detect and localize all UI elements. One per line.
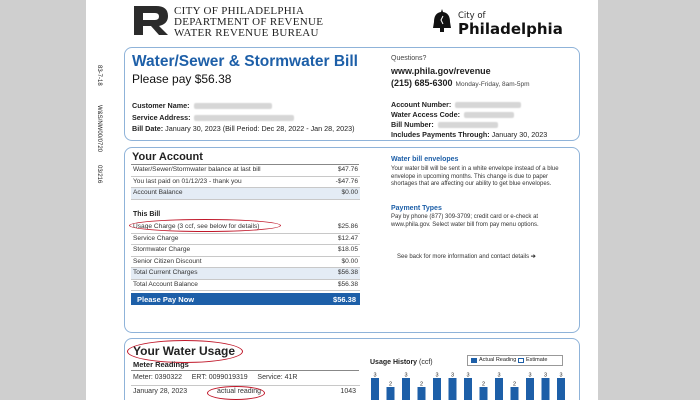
- table-row: [131, 245, 360, 257]
- your-account-box: [124, 147, 580, 333]
- legend-actual-swatch: [471, 358, 477, 363]
- usage-bar: [418, 387, 426, 400]
- see-back-note: [397, 254, 577, 262]
- table-row: [131, 234, 360, 246]
- legend-estimate-label: Estimate: [526, 357, 548, 363]
- actual-reading-annotation: [207, 386, 265, 400]
- usage-bar: [526, 378, 534, 400]
- side-code-3: 03/216: [96, 165, 102, 184]
- redacted-account-number: [455, 102, 521, 108]
- usage-bar-label: 3: [404, 372, 408, 379]
- usage-bar-label: 3: [543, 372, 548, 379]
- city-of-label: City of: [458, 11, 486, 21]
- bill-header-box: [124, 47, 580, 141]
- please-pay-now-bar: [131, 293, 360, 305]
- bill-date-label: Bill Date:: [132, 124, 164, 133]
- usage-charge-annotation: [129, 219, 281, 232]
- legend-actual-label: Actual Reading: [479, 357, 517, 363]
- usage-bar-label: 3: [528, 372, 532, 379]
- usage-bar: [557, 378, 565, 400]
- water-usage-box: [124, 338, 580, 400]
- usage-history-chart: [363, 365, 571, 400]
- see-back-text: See back for more information and contact details: [397, 254, 530, 260]
- usage-bar-label: 2: [512, 381, 517, 388]
- row-value: $56.38: [337, 280, 358, 288]
- please-pay-now-value: $56.38: [333, 295, 356, 304]
- reading-value: 1043: [340, 388, 356, 395]
- envelopes-heading: Water bill envelopes: [391, 156, 459, 163]
- usage-bar: [402, 378, 410, 400]
- philadelphia-wordmark: Philadelphia: [458, 20, 563, 38]
- table-row: [131, 188, 360, 200]
- bill-title: Water/Sewer & Stormwater Bill: [132, 53, 358, 70]
- table-row: [131, 280, 360, 292]
- bill-date-value: January 30, 2023: [165, 124, 221, 133]
- redacted-access-code: [464, 112, 514, 118]
- please-pay-now-label: Please Pay Now: [137, 295, 195, 304]
- table-row: [131, 257, 360, 269]
- row-label: Stormwater Charge: [133, 246, 191, 253]
- usage-bar: [371, 378, 379, 400]
- water-usage-title: Your Water Usage: [133, 344, 236, 358]
- side-code: [92, 65, 106, 195]
- dept-line-3: WATER REVENUE BUREAU: [174, 27, 319, 39]
- row-label: Senior Citizen Discount: [133, 257, 202, 265]
- row-label: Total Current Charges: [133, 269, 198, 276]
- row-value: $56.38: [337, 269, 358, 276]
- please-pay-amount: Please pay $56.38: [132, 72, 232, 86]
- usage-bar: [480, 387, 488, 400]
- divider: [131, 370, 359, 371]
- usage-bar: [495, 378, 503, 400]
- row-label: Service Charge: [133, 234, 179, 242]
- phone-number: [391, 78, 529, 88]
- meter-info: Meter: 0390322 ERT: 0099019319 Service: 41R: [133, 374, 298, 381]
- usage-bar-label: 3: [559, 372, 563, 379]
- questions-label: Questions?: [391, 55, 427, 62]
- usage-history-label: Usage History: [370, 359, 418, 366]
- account-details: [391, 100, 547, 140]
- reading-date: January 28, 2023: [133, 388, 188, 395]
- envelopes-text: Your water bill will be sent in a white envelope instead of a blue envelope in upcoming months. This change is due to paper shortages that are affecting our ability to get blue envelopes.: [391, 166, 559, 188]
- row-value: $12.47: [337, 234, 358, 242]
- redacted-bill-number: [438, 122, 498, 128]
- redacted-customer-name: [194, 103, 272, 109]
- usage-bar: [464, 378, 472, 400]
- legend-estimate-swatch: [518, 358, 524, 363]
- row-value: $0.00: [341, 257, 358, 265]
- usage-bar: [542, 378, 550, 400]
- row-label: You last paid on 01/12/23 - thank you: [133, 177, 242, 185]
- bill-number-label: Bill Number:: [391, 120, 434, 129]
- meter-readings-label: Meter Readings: [133, 360, 189, 369]
- revenue-r-logo: [132, 4, 170, 36]
- account-number-label: Account Number:: [391, 100, 452, 109]
- row-label: Total Account Balance: [133, 280, 198, 288]
- usage-history-unit: (ccf): [419, 359, 433, 366]
- includes-payments-value: January 30, 2023: [491, 130, 548, 139]
- bill-period: (Bill Period: Dec 28, 2022 - Jan 28, 2023): [222, 124, 355, 133]
- bill-page: [86, 0, 598, 400]
- dept-line-2: DEPARTMENT OF REVENUE: [174, 16, 324, 28]
- customer-name-label: Customer Name:: [132, 101, 190, 110]
- row-label: Usage Charge (3 ccf, see below for details): [133, 223, 260, 230]
- usage-bar-label: 3: [435, 372, 439, 379]
- this-bill-label: This Bill: [133, 211, 161, 218]
- charges-table: [131, 222, 360, 291]
- arrow-right-icon: ➔: [530, 254, 536, 260]
- row-value: -$47.76: [335, 177, 358, 185]
- reading-type: actual reading: [217, 388, 261, 395]
- row-value: $47.76: [337, 166, 358, 173]
- usage-bar-label: 3: [373, 372, 377, 379]
- usage-bar-label: 2: [481, 381, 486, 388]
- usage-bar: [449, 378, 457, 400]
- liberty-bell-icon: [430, 8, 454, 34]
- usage-bar: [433, 378, 441, 400]
- row-label: Water/Sewer/Stormwater balance at last bill: [133, 166, 261, 173]
- customer-details: [132, 100, 355, 135]
- usage-bar: [511, 387, 519, 400]
- office-hours: Monday-Friday, 8am-5pm: [455, 81, 530, 88]
- usage-bar-label: 3: [497, 372, 501, 379]
- service-address-label: Service Address:: [132, 112, 191, 122]
- payment-types-heading: Payment Types: [391, 205, 442, 212]
- payment-types-text: Pay by phone (877) 309-3709; credit card or e-check at www.phila.gov. Select water bill from pay menu options.: [391, 214, 539, 228]
- redacted-service-address: [194, 115, 294, 121]
- your-account-title: Your Account: [132, 151, 203, 163]
- row-value: $25.86: [337, 223, 358, 230]
- row-value: $18.05: [337, 246, 358, 253]
- dept-line-1: CITY OF PHILADELPHIA: [174, 5, 305, 17]
- department-name: [174, 6, 323, 39]
- water-access-code-label: Water Access Code:: [391, 110, 460, 119]
- includes-payments-label: Includes Payments Through:: [391, 130, 490, 139]
- usage-bar: [387, 387, 395, 400]
- usage-bar-label: 2: [419, 381, 424, 388]
- balance-table: [131, 165, 360, 200]
- phone-value: (215) 685-6300: [391, 78, 453, 88]
- row-label: Account Balance: [133, 189, 183, 196]
- revenue-url: www.phila.gov/revenue: [391, 66, 491, 76]
- table-row: [131, 165, 360, 177]
- usage-bar-label: 2: [388, 381, 393, 388]
- usage-bar-label: 3: [450, 372, 455, 379]
- side-code-2: W&S/NW00/0720: [96, 105, 102, 153]
- table-row: [131, 177, 360, 189]
- side-code-1: 83-7-18: [96, 65, 102, 86]
- row-value: $0.00: [341, 189, 358, 196]
- table-row: [131, 268, 360, 280]
- usage-bar-label: 3: [466, 372, 470, 379]
